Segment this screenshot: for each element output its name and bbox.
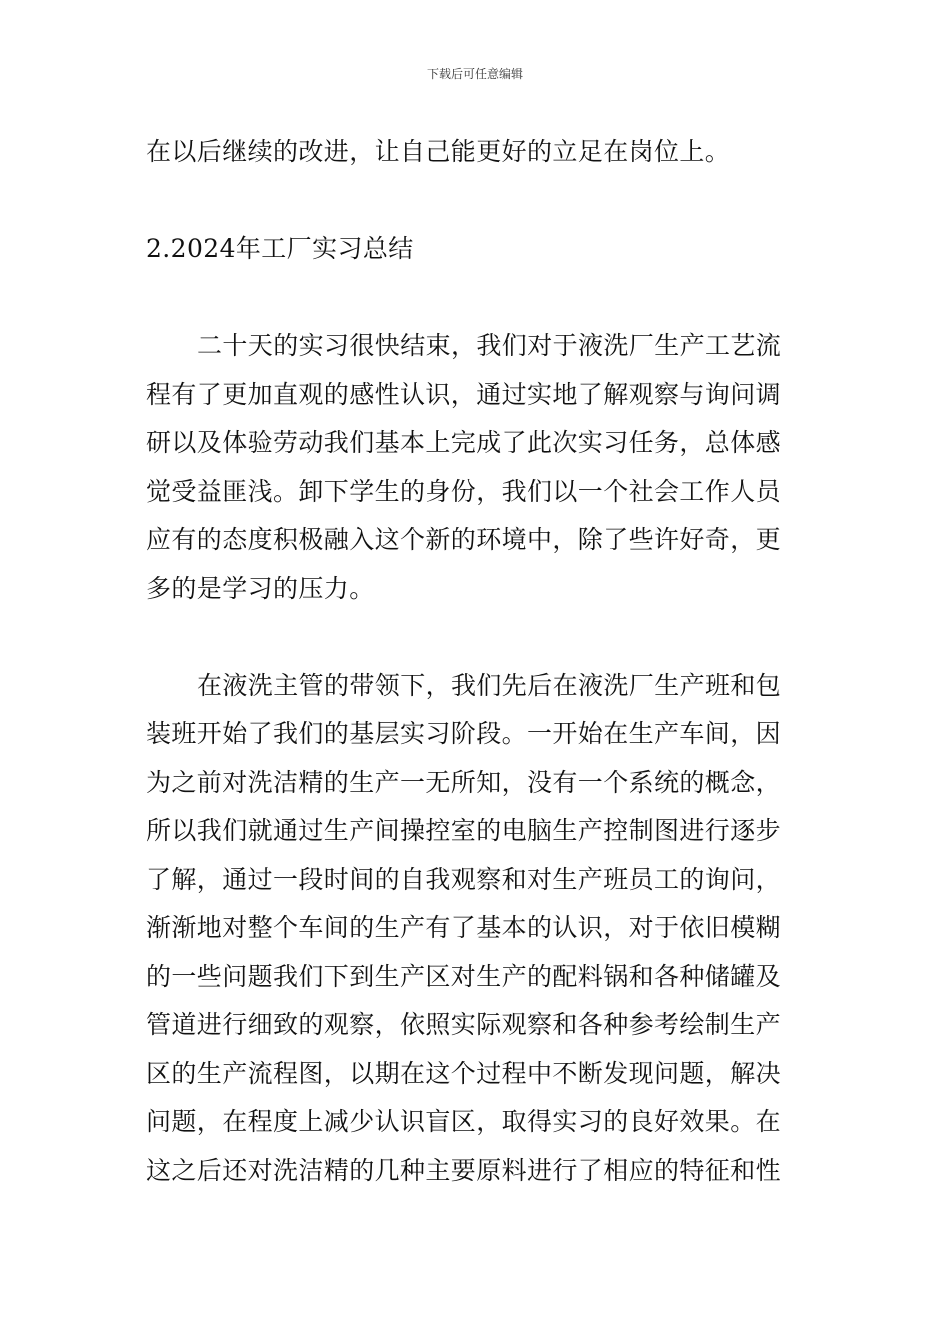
paragraph-line: 在液洗主管的带领下，我们先后在液洗厂生产班和包 [197,670,782,700]
paragraph-gap [146,177,808,226]
paragraph-line: 了解，通过一段时间的自我观察和对生产班员工的询问， [146,864,782,894]
paragraph-line: 装班开始了我们的基层实习阶段。一开始在生产车间，因 [146,719,782,748]
paragraph-line: 应有的态度积极融入这个新的环境中，除了些许好奇，更 [146,525,782,554]
paragraph-line: 问题，在程度上减少认识盲区，取得实习的良好效果。在 [146,1107,782,1136]
paragraph-line: 多的是学习的压力。 [146,573,375,603]
paragraph-gap [146,274,808,323]
paragraph-line: 为之前对洗洁精的生产一无所知，没有一个系统的概念， [146,767,782,797]
paragraph-line: 觉受益匪浅。卸下学生的身份，我们以一个社会工作人员 [146,476,782,506]
paragraph-line: 渐渐地对整个车间的生产有了基本的认识，对于依旧模糊 [146,913,782,942]
document-body [146,128,808,1195]
paragraph-line: 研以及体验劳动我们基本上完成了此次实习任务，总体感 [146,428,782,457]
paragraph-gap [146,613,808,662]
paragraph-line: 管道进行细致的观察，依照实际观察和各种参考绘制生产 [146,1010,782,1039]
page-header: 下载后可任意编辑 [426,67,523,81]
paragraph-line: 在以后继续的改进，让自己能更好的立足在岗位上。 [146,137,731,166]
paragraph-line: 的一些问题我们下到生产区对生产的配料锅和各种储罐及 [146,961,782,991]
paragraph-line: 这之后还对洗洁精的几种主要原料进行了相应的特征和性 [146,1155,782,1185]
paragraph-line: 区的生产流程图，以期在这个过程中不断发现问题，解决 [146,1058,782,1088]
paragraph-line: 二十天的实习很快结束，我们对于液洗厂生产工艺流 [197,331,782,360]
paragraph-line: 程有了更加直观的感性认识，通过实地了解观察与询问调 [146,379,782,409]
paragraph-line: 所以我们就通过生产间操控室的电脑生产控制图进行逐步 [146,816,782,845]
section-heading: 2.2024年工厂实习总结 [146,234,414,263]
